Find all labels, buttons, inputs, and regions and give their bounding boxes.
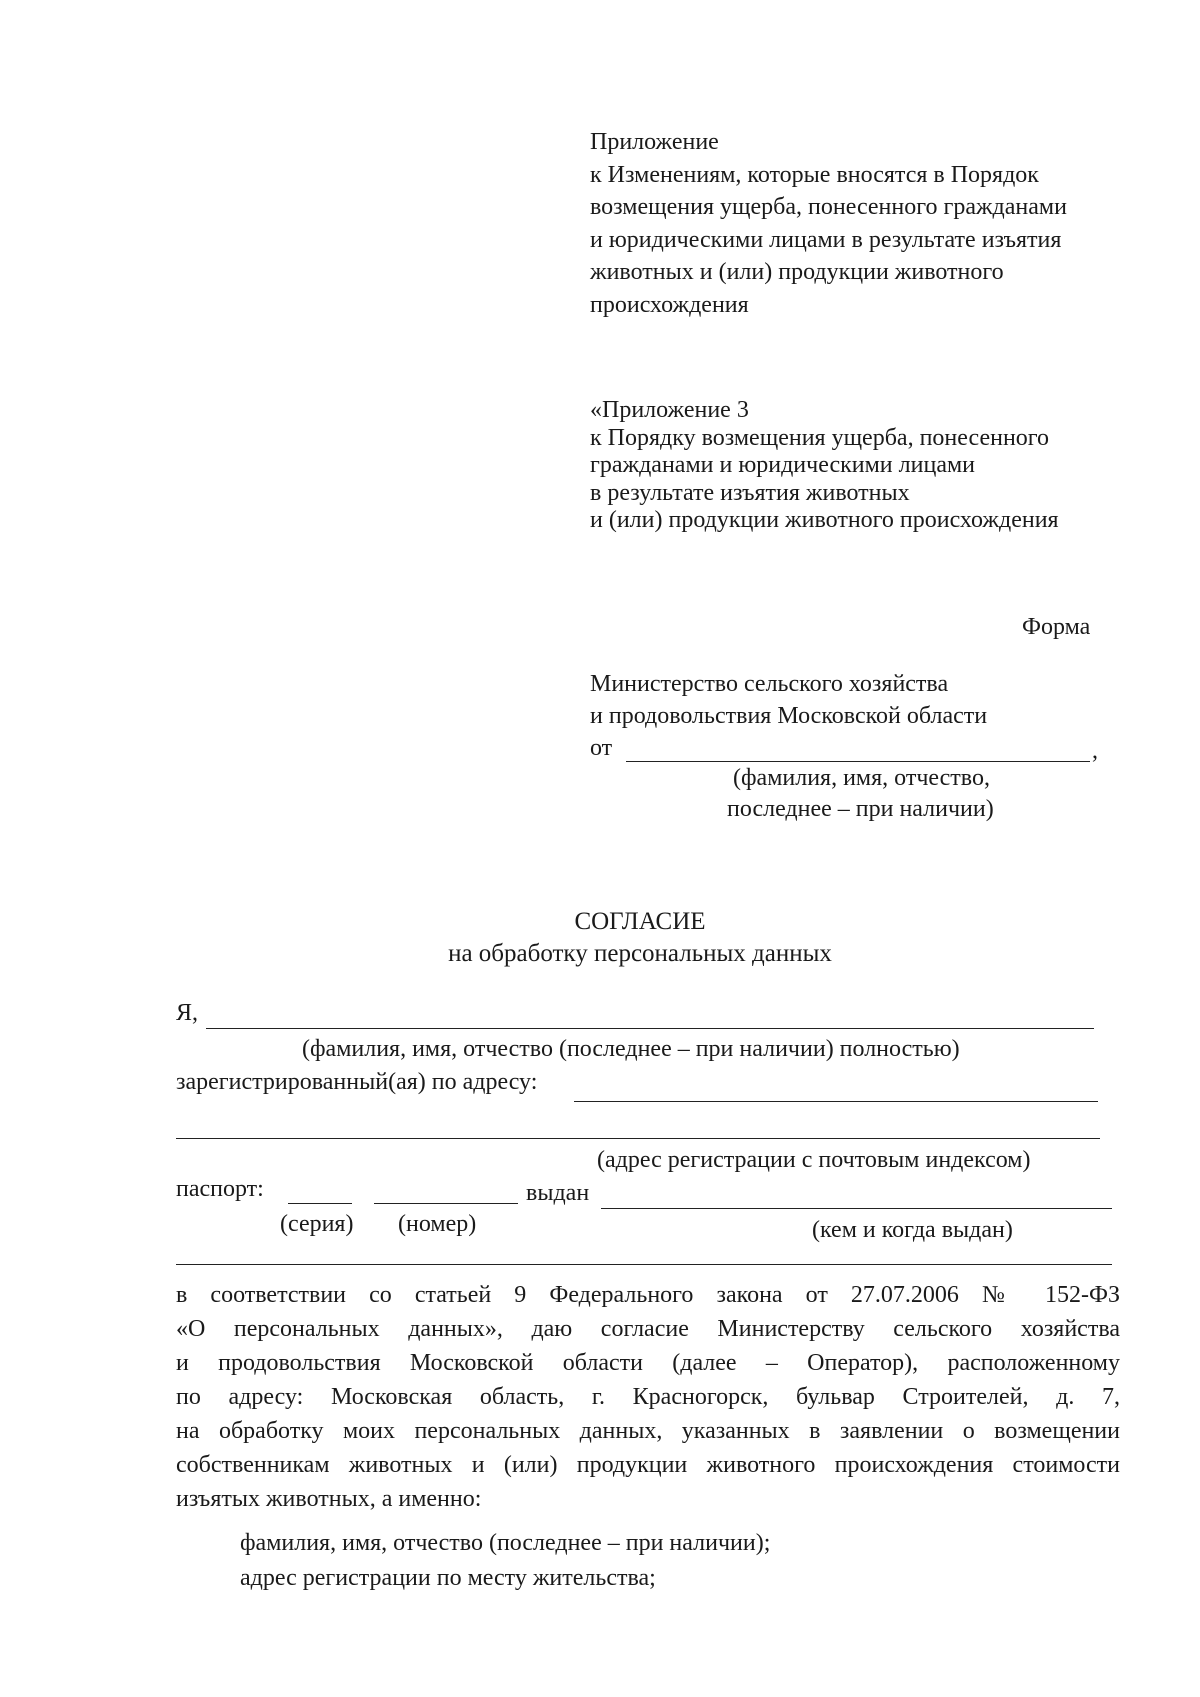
fio-hint: (фамилия, имя, отчество (последнее – при наличии) полностью)	[302, 1036, 960, 1062]
passport-number-field[interactable]	[374, 1203, 518, 1204]
addressee-line2: и продовольствия Московской области	[590, 703, 988, 729]
issued-by-field-continued[interactable]	[176, 1264, 1112, 1265]
address-field-continued[interactable]	[176, 1138, 1100, 1139]
passport-label: паспорт:	[176, 1176, 264, 1202]
appendix3-header-line: в результате изъятия животных	[590, 479, 910, 506]
issued-label: выдан	[526, 1180, 590, 1206]
address-hint: (адрес регистрации с почтовым индексом)	[597, 1147, 1031, 1173]
list-item: адрес регистрации по месту жительства;	[240, 1565, 656, 1591]
from-hint-line1: (фамилия, имя, отчество,	[733, 765, 990, 791]
series-hint: (серия)	[280, 1211, 354, 1237]
issued-hint: (кем и когда выдан)	[812, 1217, 1013, 1243]
from-comma: ,	[1092, 738, 1098, 764]
list-item: фамилия, имя, отчество (последнее – при наличии);	[240, 1530, 771, 1556]
consent-paragraph	[176, 1278, 1120, 1516]
address-field[interactable]	[574, 1101, 1098, 1102]
appendix3-header-line: и (или) продукции животного происхождения	[590, 507, 1059, 533]
passport-series-field[interactable]	[288, 1203, 352, 1204]
paragraph-line: на обработку моих персональных данных, указанных в заявлении о возмещении	[176, 1418, 1120, 1444]
appendix-header-line: Приложение	[590, 129, 719, 155]
appendix-header-line: возмещения ущерба, понесенного гражданами	[590, 194, 1067, 220]
paragraph-line: в соответствии со статьей 9 Федерального закона от 27.07.2006 № 152-ФЗ	[176, 1282, 1120, 1308]
appendix3-header	[590, 397, 1059, 535]
fio-field[interactable]	[206, 1028, 1094, 1029]
document-title: СОГЛАСИЕ	[574, 908, 706, 935]
appendix3-header-line: гражданами и юридическими лицами	[590, 452, 975, 478]
from-label: от	[590, 735, 613, 761]
document-subtitle: на обработку персональных данных	[448, 940, 832, 967]
form-label: Форма	[1022, 614, 1091, 640]
appendix3-header-line: «Приложение 3	[590, 397, 749, 423]
i-label: Я,	[176, 1000, 199, 1026]
issued-by-field[interactable]	[601, 1208, 1112, 1209]
appendix-header-line: происхождения	[590, 291, 749, 318]
addressee-line1: Министерство сельского хозяйства	[590, 671, 949, 697]
appendix-header-line: и юридическими лицами в результате изъятия	[590, 226, 1062, 253]
paragraph-last-line: изъятых животных, а именно:	[176, 1486, 482, 1512]
paragraph-line: по адресу: Московская область, г. Красногорск, бульвар Строителей, д. 7,	[176, 1384, 1120, 1410]
paragraph-line: собственникам животных и (или) продукции животного происхождения стоимости	[176, 1452, 1120, 1478]
registered-label: зарегистрированный(ая) по адресу:	[176, 1069, 538, 1095]
appendix-header	[590, 126, 1067, 321]
paragraph-line: «О персональных данных», даю согласие Министерству сельского хозяйства	[176, 1316, 1120, 1342]
number-hint: (номер)	[398, 1211, 477, 1237]
appendix3-header-line: к Порядку возмещения ущерба, понесенного	[590, 424, 1050, 451]
paragraph-line: и продовольствия Московской области (далее – Оператор), расположенному	[176, 1350, 1120, 1376]
from-hint-line2: последнее – при наличии)	[727, 796, 994, 822]
from-name-field[interactable]	[626, 761, 1090, 762]
appendix-header-line: к Изменениям, которые вносятся в Порядок	[590, 161, 1039, 188]
appendix-header-line: животных и (или) продукции животного	[590, 259, 1004, 285]
